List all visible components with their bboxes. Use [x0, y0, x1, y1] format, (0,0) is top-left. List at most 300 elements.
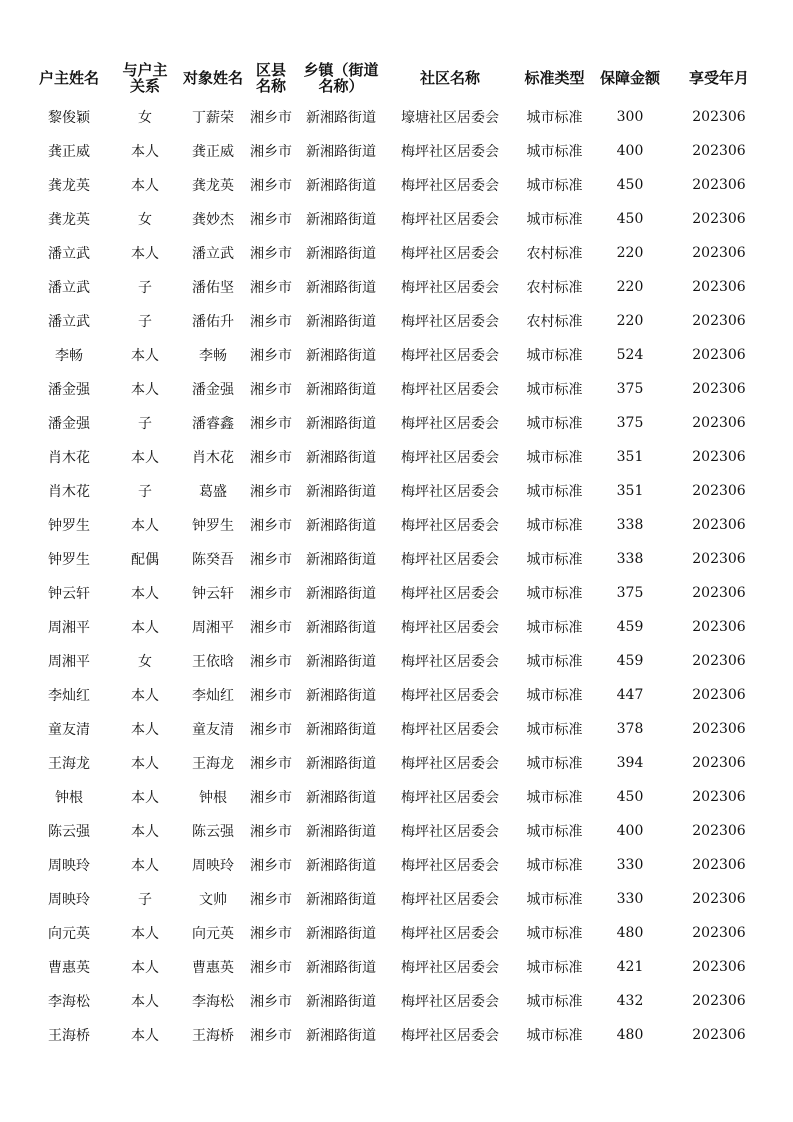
cell-town-street-name: 新湘路街道 — [306, 688, 376, 704]
cell-benefit-month: 202306 — [692, 143, 746, 159]
cell-standard-type: 城市标准 — [526, 518, 583, 534]
cell-householder-name: 潘立武 — [48, 280, 90, 296]
cell-relation-to-householder: 女 — [138, 212, 152, 228]
cell-community-name: 梅坪社区居委会 — [401, 416, 499, 432]
cell-subsidy-amount: 330 — [616, 891, 644, 907]
cell-relation-to-householder: 子 — [138, 416, 152, 432]
cell-county-name: 湘乡市 — [250, 178, 292, 194]
cell-subsidy-amount: 524 — [616, 347, 644, 363]
cell-town-street-name: 新湘路街道 — [306, 178, 376, 194]
column-header-standard-type — [514, 56, 595, 100]
column-header-subsidy-amount — [595, 56, 665, 100]
cell-county-name: 湘乡市 — [250, 348, 292, 364]
cell-relation-to-householder: 本人 — [131, 518, 159, 534]
cell-community-name: 梅坪社区居委会 — [401, 1028, 499, 1044]
cell-benefit-month: 202306 — [692, 109, 746, 125]
column-header-line: 名称） — [318, 77, 364, 95]
table-row — [28, 950, 773, 984]
cell-subsidy-amount: 400 — [616, 823, 644, 839]
cell-recipient-name: 向元英 — [192, 926, 234, 942]
table-row — [28, 610, 773, 644]
table-body — [28, 100, 773, 1052]
cell-benefit-month: 202306 — [692, 551, 746, 567]
table-row — [28, 372, 773, 406]
cell-recipient-name: 潘佑升 — [192, 314, 234, 330]
cell-benefit-month: 202306 — [692, 891, 746, 907]
cell-householder-name: 钟云轩 — [48, 586, 90, 602]
cell-recipient-name: 肖木花 — [192, 450, 234, 466]
cell-subsidy-amount: 378 — [616, 721, 644, 737]
cell-standard-type: 城市标准 — [526, 212, 583, 228]
cell-town-street-name: 新湘路街道 — [306, 586, 376, 602]
cell-householder-name: 周映玲 — [48, 892, 90, 908]
cell-householder-name: 曹惠英 — [48, 960, 90, 976]
cell-town-street-name: 新湘路街道 — [306, 246, 376, 262]
cell-recipient-name: 丁薪荣 — [192, 110, 234, 126]
cell-town-street-name: 新湘路街道 — [306, 858, 376, 874]
cell-subsidy-amount: 338 — [616, 517, 644, 533]
cell-householder-name: 向元英 — [48, 926, 90, 942]
cell-relation-to-householder: 本人 — [131, 620, 159, 636]
cell-town-street-name: 新湘路街道 — [306, 620, 376, 636]
cell-county-name: 湘乡市 — [250, 450, 292, 466]
cell-benefit-month: 202306 — [692, 245, 746, 261]
table-row — [28, 100, 773, 134]
cell-county-name: 湘乡市 — [250, 858, 292, 874]
cell-community-name: 梅坪社区居委会 — [401, 620, 499, 636]
table-row — [28, 746, 773, 780]
cell-benefit-month: 202306 — [692, 313, 746, 329]
table-row — [28, 848, 773, 882]
cell-relation-to-householder: 本人 — [131, 450, 159, 466]
cell-relation-to-householder: 本人 — [131, 722, 159, 738]
cell-standard-type: 城市标准 — [526, 348, 583, 364]
cell-recipient-name: 童友清 — [192, 722, 234, 738]
cell-householder-name: 肖木花 — [48, 450, 90, 466]
cell-benefit-month: 202306 — [692, 483, 746, 499]
cell-town-street-name: 新湘路街道 — [306, 756, 376, 772]
table-row — [28, 406, 773, 440]
cell-householder-name: 龚正威 — [48, 144, 90, 160]
cell-subsidy-amount: 220 — [616, 245, 644, 261]
cell-benefit-month: 202306 — [692, 687, 746, 703]
cell-recipient-name: 龚正威 — [192, 144, 234, 160]
cell-community-name: 梅坪社区居委会 — [401, 450, 499, 466]
cell-householder-name: 李灿红 — [48, 688, 90, 704]
cell-standard-type: 城市标准 — [526, 892, 583, 908]
cell-standard-type: 城市标准 — [526, 790, 583, 806]
cell-standard-type: 农村标准 — [526, 246, 583, 262]
cell-standard-type: 城市标准 — [526, 416, 583, 432]
cell-standard-type: 城市标准 — [526, 1028, 583, 1044]
cell-subsidy-amount: 450 — [616, 177, 644, 193]
cell-benefit-month: 202306 — [692, 415, 746, 431]
column-header-line: 享受年月 — [688, 69, 749, 87]
cell-recipient-name: 李畅 — [199, 348, 227, 364]
cell-recipient-name: 陈癸吾 — [192, 552, 234, 568]
cell-community-name: 梅坪社区居委会 — [401, 756, 499, 772]
cell-householder-name: 潘金强 — [48, 382, 90, 398]
cell-standard-type: 城市标准 — [526, 620, 583, 636]
cell-benefit-month: 202306 — [692, 925, 746, 941]
column-header-line: 区县 — [255, 61, 286, 79]
column-header-county-name — [246, 56, 296, 100]
cell-relation-to-householder: 本人 — [131, 824, 159, 840]
cell-county-name: 湘乡市 — [250, 756, 292, 772]
cell-standard-type: 城市标准 — [526, 858, 583, 874]
cell-community-name: 梅坪社区居委会 — [401, 314, 499, 330]
cell-town-street-name: 新湘路街道 — [306, 654, 376, 670]
table-row — [28, 780, 773, 814]
cell-householder-name: 李畅 — [55, 348, 83, 364]
cell-community-name: 梅坪社区居委会 — [401, 280, 499, 296]
cell-subsidy-amount: 351 — [616, 483, 644, 499]
cell-county-name: 湘乡市 — [250, 926, 292, 942]
cell-county-name: 湘乡市 — [250, 688, 292, 704]
cell-county-name: 湘乡市 — [250, 280, 292, 296]
document-page — [28, 56, 773, 1052]
cell-recipient-name: 龚龙英 — [192, 178, 234, 194]
cell-recipient-name: 钟云轩 — [192, 586, 234, 602]
cell-community-name: 梅坪社区居委会 — [401, 144, 499, 160]
cell-subsidy-amount: 220 — [616, 279, 644, 295]
cell-benefit-month: 202306 — [692, 449, 746, 465]
cell-householder-name: 潘立武 — [48, 246, 90, 262]
cell-subsidy-amount: 450 — [616, 211, 644, 227]
cell-subsidy-amount: 432 — [616, 993, 644, 1009]
cell-recipient-name: 曹惠英 — [192, 960, 234, 976]
cell-benefit-month: 202306 — [692, 993, 746, 1009]
cell-standard-type: 城市标准 — [526, 382, 583, 398]
cell-standard-type: 城市标准 — [526, 450, 583, 466]
cell-benefit-month: 202306 — [692, 959, 746, 975]
cell-relation-to-householder: 子 — [138, 280, 152, 296]
cell-recipient-name: 潘金强 — [192, 382, 234, 398]
cell-standard-type: 城市标准 — [526, 994, 583, 1010]
column-header-benefit-month — [665, 56, 773, 100]
cell-recipient-name: 李海松 — [192, 994, 234, 1010]
column-header-line: 乡镇（街道 — [303, 61, 379, 79]
cell-relation-to-householder: 配偶 — [131, 552, 159, 568]
cell-standard-type: 城市标准 — [526, 178, 583, 194]
cell-householder-name: 潘金强 — [48, 416, 90, 432]
cell-county-name: 湘乡市 — [250, 144, 292, 160]
cell-community-name: 梅坪社区居委会 — [401, 178, 499, 194]
cell-householder-name: 周映玲 — [48, 858, 90, 874]
cell-county-name: 湘乡市 — [250, 960, 292, 976]
cell-community-name: 梅坪社区居委会 — [401, 552, 499, 568]
cell-relation-to-householder: 本人 — [131, 586, 159, 602]
cell-county-name: 湘乡市 — [250, 994, 292, 1010]
cell-county-name: 湘乡市 — [250, 110, 292, 126]
cell-county-name: 湘乡市 — [250, 586, 292, 602]
cell-town-street-name: 新湘路街道 — [306, 110, 376, 126]
cell-subsidy-amount: 421 — [616, 959, 644, 975]
cell-community-name: 壕塘社区居委会 — [401, 110, 499, 126]
cell-relation-to-householder: 本人 — [131, 1028, 159, 1044]
cell-relation-to-householder: 女 — [138, 654, 152, 670]
cell-community-name: 梅坪社区居委会 — [401, 926, 499, 942]
table-row — [28, 338, 773, 372]
cell-relation-to-householder: 子 — [138, 314, 152, 330]
cell-householder-name: 钟根 — [55, 790, 83, 806]
cell-benefit-month: 202306 — [692, 789, 746, 805]
cell-benefit-month: 202306 — [692, 347, 746, 363]
cell-benefit-month: 202306 — [692, 585, 746, 601]
cell-benefit-month: 202306 — [692, 619, 746, 635]
cell-householder-name: 龚龙英 — [48, 178, 90, 194]
cell-standard-type: 城市标准 — [526, 688, 583, 704]
cell-town-street-name: 新湘路街道 — [306, 518, 376, 534]
cell-town-street-name: 新湘路街道 — [306, 212, 376, 228]
cell-recipient-name: 周湘平 — [192, 620, 234, 636]
cell-county-name: 湘乡市 — [250, 620, 292, 636]
cell-householder-name: 陈云强 — [48, 824, 90, 840]
cell-town-street-name: 新湘路街道 — [306, 348, 376, 364]
cell-town-street-name: 新湘路街道 — [306, 926, 376, 942]
cell-householder-name: 李海松 — [48, 994, 90, 1010]
cell-county-name: 湘乡市 — [250, 552, 292, 568]
cell-recipient-name: 龚妙杰 — [192, 212, 234, 228]
cell-recipient-name: 钟罗生 — [192, 518, 234, 534]
table-row — [28, 304, 773, 338]
cell-recipient-name: 李灿红 — [192, 688, 234, 704]
table-row — [28, 984, 773, 1018]
cell-town-street-name: 新湘路街道 — [306, 416, 376, 432]
cell-standard-type: 城市标准 — [526, 144, 583, 160]
cell-town-street-name: 新湘路街道 — [306, 382, 376, 398]
cell-community-name: 梅坪社区居委会 — [401, 518, 499, 534]
cell-relation-to-householder: 本人 — [131, 382, 159, 398]
table-row — [28, 916, 773, 950]
cell-benefit-month: 202306 — [692, 721, 746, 737]
cell-county-name: 湘乡市 — [250, 824, 292, 840]
cell-community-name: 梅坪社区居委会 — [401, 722, 499, 738]
cell-recipient-name: 陈云强 — [192, 824, 234, 840]
cell-benefit-month: 202306 — [692, 857, 746, 873]
cell-subsidy-amount: 400 — [616, 143, 644, 159]
cell-community-name: 梅坪社区居委会 — [401, 586, 499, 602]
table-row — [28, 202, 773, 236]
cell-town-street-name: 新湘路街道 — [306, 314, 376, 330]
cell-subsidy-amount: 330 — [616, 857, 644, 873]
cell-recipient-name: 钟根 — [199, 790, 227, 806]
cell-recipient-name: 潘佑坚 — [192, 280, 234, 296]
column-header-community-name — [386, 56, 514, 100]
table-row — [28, 474, 773, 508]
column-header-line: 保障金额 — [599, 69, 660, 87]
cell-town-street-name: 新湘路街道 — [306, 722, 376, 738]
cell-relation-to-householder: 本人 — [131, 926, 159, 942]
cell-county-name: 湘乡市 — [250, 722, 292, 738]
column-header-line: 名称 — [255, 77, 286, 95]
cell-town-street-name: 新湘路街道 — [306, 484, 376, 500]
cell-community-name: 梅坪社区居委会 — [401, 824, 499, 840]
cell-subsidy-amount: 375 — [616, 585, 644, 601]
cell-subsidy-amount: 351 — [616, 449, 644, 465]
cell-community-name: 梅坪社区居委会 — [401, 484, 499, 500]
cell-community-name: 梅坪社区居委会 — [401, 382, 499, 398]
column-header-line: 户主姓名 — [38, 69, 99, 87]
cell-householder-name: 王海桥 — [48, 1028, 90, 1044]
cell-standard-type: 农村标准 — [526, 314, 583, 330]
cell-town-street-name: 新湘路街道 — [306, 824, 376, 840]
cell-community-name: 梅坪社区居委会 — [401, 654, 499, 670]
table-row — [28, 712, 773, 746]
cell-standard-type: 城市标准 — [526, 586, 583, 602]
cell-householder-name: 钟罗生 — [48, 518, 90, 534]
cell-county-name: 湘乡市 — [250, 790, 292, 806]
cell-benefit-month: 202306 — [692, 823, 746, 839]
cell-subsidy-amount: 480 — [616, 925, 644, 941]
cell-standard-type: 城市标准 — [526, 722, 583, 738]
table-row — [28, 814, 773, 848]
cell-county-name: 湘乡市 — [250, 382, 292, 398]
cell-standard-type: 城市标准 — [526, 926, 583, 942]
cell-recipient-name: 葛盛 — [199, 484, 227, 500]
cell-recipient-name: 王海桥 — [192, 1028, 234, 1044]
column-header-line: 关系 — [129, 77, 160, 95]
cell-county-name: 湘乡市 — [250, 314, 292, 330]
cell-recipient-name: 文帅 — [199, 892, 227, 908]
cell-community-name: 梅坪社区居委会 — [401, 892, 499, 908]
subsidy-table — [28, 56, 773, 1052]
cell-benefit-month: 202306 — [692, 755, 746, 771]
cell-benefit-month: 202306 — [692, 211, 746, 227]
column-header-line: 社区名称 — [419, 69, 480, 87]
cell-standard-type: 城市标准 — [526, 756, 583, 772]
cell-relation-to-householder: 本人 — [131, 994, 159, 1010]
column-header-recipient-name — [180, 56, 246, 100]
cell-subsidy-amount: 338 — [616, 551, 644, 567]
table-header — [28, 56, 773, 100]
cell-householder-name: 周湘平 — [48, 654, 90, 670]
cell-householder-name: 龚龙英 — [48, 212, 90, 228]
table-row — [28, 508, 773, 542]
cell-community-name: 梅坪社区居委会 — [401, 688, 499, 704]
cell-county-name: 湘乡市 — [250, 654, 292, 670]
table-row — [28, 270, 773, 304]
cell-relation-to-householder: 本人 — [131, 960, 159, 976]
cell-subsidy-amount: 459 — [616, 619, 644, 635]
cell-town-street-name: 新湘路街道 — [306, 280, 376, 296]
cell-recipient-name: 潘睿鑫 — [192, 416, 234, 432]
cell-community-name: 梅坪社区居委会 — [401, 994, 499, 1010]
table-row — [28, 134, 773, 168]
cell-community-name: 梅坪社区居委会 — [401, 858, 499, 874]
cell-town-street-name: 新湘路街道 — [306, 1028, 376, 1044]
cell-county-name: 湘乡市 — [250, 212, 292, 228]
cell-county-name: 湘乡市 — [250, 484, 292, 500]
table-row — [28, 576, 773, 610]
cell-town-street-name: 新湘路街道 — [306, 960, 376, 976]
cell-standard-type: 城市标准 — [526, 110, 583, 126]
cell-county-name: 湘乡市 — [250, 892, 292, 908]
cell-benefit-month: 202306 — [692, 653, 746, 669]
cell-relation-to-householder: 子 — [138, 484, 152, 500]
column-header-line: 对象姓名 — [182, 69, 243, 87]
cell-town-street-name: 新湘路街道 — [306, 144, 376, 160]
cell-town-street-name: 新湘路街道 — [306, 892, 376, 908]
table-row — [28, 1018, 773, 1052]
cell-standard-type: 城市标准 — [526, 484, 583, 500]
cell-standard-type: 农村标准 — [526, 280, 583, 296]
column-header-line: 与户主 — [122, 61, 168, 79]
table-row — [28, 542, 773, 576]
column-header-line: 标准类型 — [524, 69, 585, 87]
cell-relation-to-householder: 本人 — [131, 756, 159, 772]
cell-subsidy-amount: 480 — [616, 1027, 644, 1043]
cell-relation-to-householder: 本人 — [131, 790, 159, 806]
cell-community-name: 梅坪社区居委会 — [401, 960, 499, 976]
cell-town-street-name: 新湘路街道 — [306, 994, 376, 1010]
cell-householder-name: 黎俊颖 — [48, 110, 90, 126]
cell-subsidy-amount: 375 — [616, 415, 644, 431]
cell-subsidy-amount: 459 — [616, 653, 644, 669]
cell-relation-to-householder: 本人 — [131, 858, 159, 874]
column-header-householder-name — [28, 56, 110, 100]
column-header-town-street-name — [296, 56, 386, 100]
cell-householder-name: 周湘平 — [48, 620, 90, 636]
cell-householder-name: 肖木花 — [48, 484, 90, 500]
header-row — [28, 56, 773, 100]
cell-benefit-month: 202306 — [692, 517, 746, 533]
cell-standard-type: 城市标准 — [526, 552, 583, 568]
cell-county-name: 湘乡市 — [250, 518, 292, 534]
cell-recipient-name: 潘立武 — [192, 246, 234, 262]
cell-benefit-month: 202306 — [692, 177, 746, 193]
cell-subsidy-amount: 375 — [616, 381, 644, 397]
cell-county-name: 湘乡市 — [250, 1028, 292, 1044]
cell-standard-type: 城市标准 — [526, 960, 583, 976]
cell-relation-to-householder: 本人 — [131, 144, 159, 160]
cell-subsidy-amount: 394 — [616, 755, 644, 771]
cell-relation-to-householder: 本人 — [131, 178, 159, 194]
column-header-relation-to-householder — [110, 56, 180, 100]
cell-subsidy-amount: 220 — [616, 313, 644, 329]
cell-community-name: 梅坪社区居委会 — [401, 246, 499, 262]
cell-county-name: 湘乡市 — [250, 246, 292, 262]
table-row — [28, 678, 773, 712]
cell-householder-name: 童友清 — [48, 722, 90, 738]
cell-town-street-name: 新湘路街道 — [306, 790, 376, 806]
cell-recipient-name: 王海龙 — [192, 756, 234, 772]
cell-town-street-name: 新湘路街道 — [306, 552, 376, 568]
table-row — [28, 440, 773, 474]
cell-benefit-month: 202306 — [692, 1027, 746, 1043]
cell-recipient-name: 周映玲 — [192, 858, 234, 874]
table-row — [28, 882, 773, 916]
cell-community-name: 梅坪社区居委会 — [401, 212, 499, 228]
cell-relation-to-householder: 本人 — [131, 246, 159, 262]
cell-community-name: 梅坪社区居委会 — [401, 790, 499, 806]
cell-relation-to-householder: 本人 — [131, 348, 159, 364]
cell-householder-name: 王海龙 — [48, 756, 90, 772]
cell-householder-name: 潘立武 — [48, 314, 90, 330]
cell-subsidy-amount: 300 — [616, 109, 644, 125]
cell-relation-to-householder: 本人 — [131, 688, 159, 704]
table-row — [28, 236, 773, 270]
cell-relation-to-householder: 女 — [138, 110, 152, 126]
table-row — [28, 644, 773, 678]
cell-subsidy-amount: 450 — [616, 789, 644, 805]
cell-standard-type: 城市标准 — [526, 824, 583, 840]
cell-community-name: 梅坪社区居委会 — [401, 348, 499, 364]
cell-householder-name: 钟罗生 — [48, 552, 90, 568]
table-row — [28, 168, 773, 202]
cell-standard-type: 城市标准 — [526, 654, 583, 670]
cell-recipient-name: 王依晗 — [192, 654, 234, 670]
